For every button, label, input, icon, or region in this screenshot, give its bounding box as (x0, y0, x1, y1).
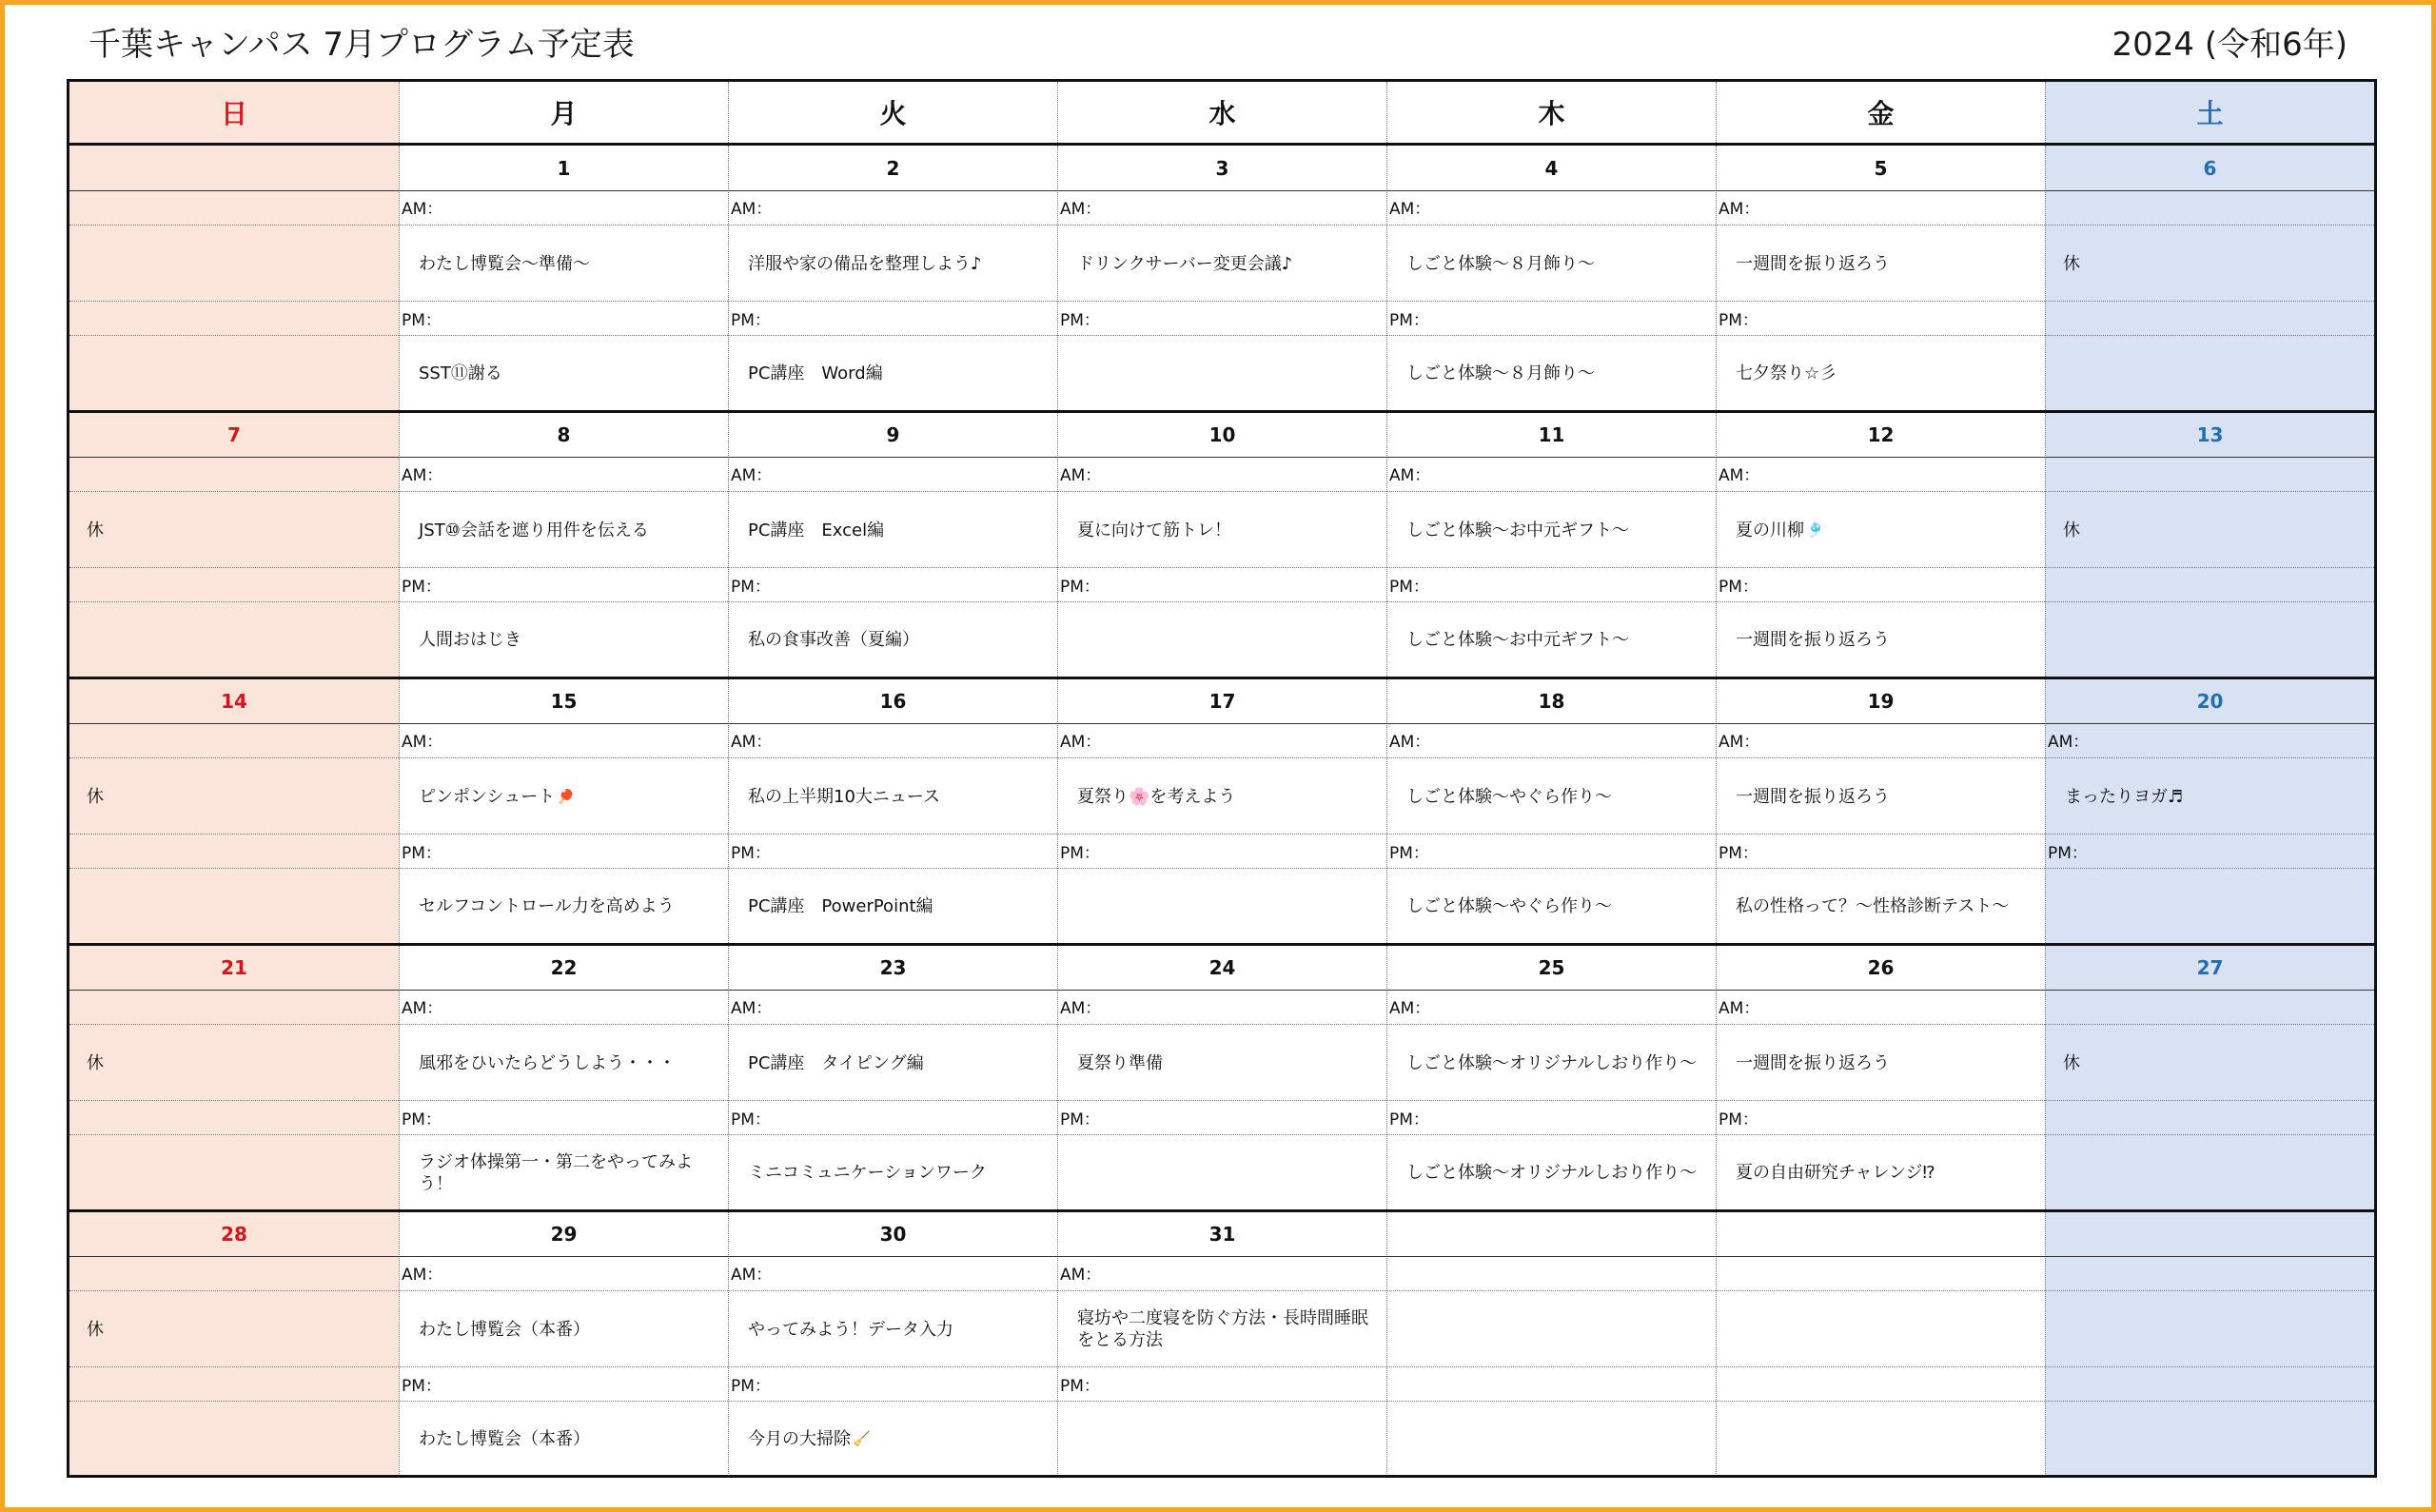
calendar-grid (67, 79, 2377, 1478)
date-row-divider (69, 990, 2374, 991)
day-cell[interactable] (399, 678, 728, 945)
pm-event[interactable] (1406, 337, 1710, 410)
ping-pong-icon: 🏓 (557, 787, 575, 805)
pm-event[interactable] (419, 1403, 722, 1476)
am-label: AM： (1719, 999, 1760, 1018)
am-event (1406, 1292, 1710, 1366)
rest-day-label[interactable] (87, 493, 393, 567)
am-event[interactable] (748, 226, 1051, 301)
date-number: 14 (221, 689, 247, 713)
pm-label: PM： (2048, 844, 2088, 863)
am-event-text: しごと体験～オリジナルしおり作り～ (1406, 1052, 1698, 1073)
pm-label: PM： (1060, 1377, 1100, 1396)
am-event-text: 私の上半期10大ニュース (748, 786, 941, 807)
am-event[interactable] (419, 226, 722, 301)
am-event[interactable] (419, 493, 722, 567)
am-event[interactable] (419, 759, 722, 834)
pm-event (88, 337, 393, 410)
am-label: AM： (1389, 200, 1431, 219)
date-number: 20 (2196, 689, 2224, 713)
weekday-label: 火 (879, 98, 907, 129)
date-number: 16 (879, 689, 907, 713)
am-event-text: PC講座 Excel編 (748, 520, 885, 540)
am-event-text: わたし博覧会～準備～ (419, 253, 590, 274)
pm-label: PM： (731, 1377, 771, 1396)
week-row (69, 1211, 2374, 1478)
am-event[interactable] (1077, 759, 1381, 834)
pm-event-text: セルフコントロール力を高めよう (419, 896, 675, 916)
day-cell[interactable] (1057, 945, 1386, 1211)
pm-event-text: しごと体験～やぐら作り～ (1406, 896, 1612, 916)
pm-event[interactable] (1736, 603, 2039, 677)
pm-event[interactable] (748, 870, 1051, 943)
am-event[interactable] (419, 1026, 722, 1100)
am-label: AM： (731, 999, 773, 1018)
pm-event[interactable] (419, 603, 722, 677)
day-cell[interactable] (399, 945, 728, 1211)
rest-day-label[interactable] (87, 759, 393, 834)
am-event-text: 夏に向けて筋トレ！ (1077, 520, 1231, 540)
day-cell[interactable] (69, 146, 399, 412)
pm-event (1077, 870, 1381, 943)
am-event-text: 休 (2063, 520, 2080, 540)
am-label-divider (69, 1290, 2374, 1291)
am-event-text: 夏祭り🌸を考えよう (1077, 786, 1236, 807)
am-event-text: 寝坊や二度寝を防ぐ方法・長時間睡眠をとる方法 (1077, 1308, 1368, 1350)
rest-day-label[interactable] (2063, 1026, 2368, 1100)
day-cell[interactable] (399, 412, 728, 678)
day-cell[interactable] (1386, 1211, 1716, 1478)
am-label: AM： (1719, 200, 1760, 219)
weekday-header-cell (2045, 82, 2374, 143)
pm-label: PM： (1719, 311, 1758, 330)
day-cell[interactable] (728, 678, 1057, 945)
am-event[interactable] (1077, 1026, 1381, 1100)
day-cell[interactable] (728, 1211, 1057, 1478)
date-number: 27 (2196, 955, 2224, 979)
pm-event (88, 603, 393, 677)
weekday-header-cell (728, 82, 1057, 143)
pm-event (88, 1403, 393, 1476)
wind-chime-icon: 🎐 (1806, 520, 1824, 539)
am-event[interactable] (1736, 226, 2039, 301)
am-label: AM： (731, 200, 773, 219)
pm-event (88, 1136, 393, 1209)
pm-event (2065, 1136, 2368, 1209)
pm-label: PM： (1389, 1110, 1429, 1129)
am-label: AM： (731, 466, 773, 485)
date-number (1387, 1211, 1716, 1256)
pm-event (1736, 1403, 2039, 1476)
day-cell[interactable] (1716, 1211, 2045, 1478)
weekday-header-cell (1057, 82, 1386, 143)
am-label: AM： (1389, 733, 1431, 752)
am-event[interactable] (1406, 1026, 1710, 1100)
am-event[interactable] (748, 1292, 1051, 1366)
am-label: AM： (1060, 733, 1102, 752)
pm-event-text: 人間おはじき (419, 630, 521, 650)
day-cell[interactable] (69, 412, 399, 678)
pm-event-text: しごと体験～お中元ギフト～ (1406, 630, 1629, 650)
am-label-divider (69, 757, 2374, 758)
day-cell[interactable] (399, 1211, 728, 1478)
pm-event[interactable] (419, 1136, 722, 1209)
date-number (2046, 1211, 2374, 1256)
am-label: AM： (402, 200, 443, 219)
am-event-text: 休 (2063, 1052, 2080, 1073)
weekday-label: 金 (1867, 98, 1895, 129)
day-cell[interactable] (2045, 1211, 2374, 1478)
date-number: 10 (1208, 422, 1236, 446)
am-label: AM： (402, 466, 443, 485)
am-label: AM： (1060, 1266, 1102, 1285)
weekday-header-cell (1716, 82, 2045, 143)
pm-label: PM： (1389, 844, 1429, 863)
broom-icon: 🧹 (853, 1430, 871, 1447)
pm-event-text: しごと体験～８月飾り～ (1406, 363, 1595, 383)
am-event-text: しごと体験～お中元ギフト～ (1406, 520, 1629, 540)
date-number: 22 (550, 955, 578, 979)
day-cell[interactable] (1386, 412, 1716, 678)
am-event-text: 洋服や家の備品を整理しよう♪ (748, 253, 982, 274)
pm-label-divider (69, 1134, 2374, 1135)
day-cell[interactable] (1057, 146, 1386, 412)
pm-event[interactable] (1406, 603, 1710, 677)
am-event (2065, 1292, 2368, 1366)
am-event-text: ピンポンシュート (419, 786, 556, 807)
year-label: 2024 (令和6年) (2112, 26, 2348, 64)
am-label: AM： (402, 733, 443, 752)
pm-event-text: 今月の大掃除 (748, 1429, 851, 1449)
pm-event-text: ラジオ体操第一・第二をやってみよう！ (419, 1151, 693, 1194)
am-event-text: 一週間を振り返ろう (1736, 1052, 1890, 1073)
day-cell[interactable] (2045, 412, 2374, 678)
date-number (1717, 1211, 2045, 1256)
date-number: 23 (879, 955, 907, 979)
am-event[interactable] (1736, 1026, 2039, 1100)
am-event[interactable] (1406, 226, 1710, 301)
date-number: 18 (1538, 689, 1565, 713)
am-label: AM： (731, 1266, 773, 1285)
am-event-text: まったりヨガ♬ (2065, 786, 2184, 807)
date-number: 21 (221, 955, 247, 979)
pm-event (1077, 1403, 1381, 1476)
pm-label: PM： (1060, 844, 1100, 863)
pm-event[interactable] (1406, 1136, 1710, 1209)
week-divider (69, 677, 2374, 679)
pm-event[interactable] (1406, 870, 1710, 943)
am-event-text: しごと体験～８月飾り～ (1406, 253, 1595, 274)
am-event[interactable] (1077, 1292, 1381, 1366)
pm-label: PM： (1719, 1110, 1758, 1129)
am-event[interactable] (748, 1026, 1051, 1100)
rest-day-label[interactable] (87, 1292, 393, 1366)
pm-event-text: SST⑪謝る (419, 363, 502, 383)
pm-event[interactable] (419, 870, 722, 943)
pm-event (1077, 337, 1381, 410)
pm-event[interactable] (748, 1136, 1051, 1209)
date-number: 30 (879, 1222, 907, 1246)
date-number (69, 146, 399, 190)
day-cell[interactable] (1716, 412, 2045, 678)
am-label: AM： (2048, 733, 2090, 752)
am-event[interactable] (1736, 759, 2039, 834)
date-row-divider (69, 457, 2374, 458)
pm-event (1077, 603, 1381, 677)
pm-event-text: PC講座 PowerPoint編 (748, 896, 933, 916)
pm-label: PM： (1060, 1110, 1100, 1129)
day-cell[interactable] (1057, 412, 1386, 678)
date-number: 12 (1867, 422, 1895, 446)
pm-event[interactable] (748, 603, 1051, 677)
weekday-label: 月 (550, 98, 578, 129)
pm-label: PM： (402, 1110, 442, 1129)
am-event-text: 休 (2063, 253, 2080, 274)
am-label: AM： (1060, 200, 1102, 219)
day-cell[interactable] (1716, 678, 2045, 945)
week-divider (69, 943, 2374, 946)
am-event (88, 226, 393, 301)
pm-label: PM： (402, 1377, 442, 1396)
am-event-text: 風邪をひいたらどうしよう・・・ (419, 1052, 676, 1073)
am-event[interactable] (1736, 493, 2039, 567)
date-number: 9 (886, 422, 900, 446)
am-event[interactable] (2065, 759, 2368, 834)
pm-event[interactable] (748, 337, 1051, 410)
date-number: 19 (1867, 689, 1895, 713)
weekday-header-cell (399, 82, 728, 143)
day-cell[interactable] (1716, 146, 2045, 412)
week-divider (69, 410, 2374, 413)
am-label: AM： (1389, 999, 1431, 1018)
pm-label: PM： (731, 311, 771, 330)
weekday-label: 土 (2196, 98, 2224, 129)
pm-event-text: 七夕祭り☆彡 (1736, 363, 1837, 383)
pm-label: PM： (1060, 578, 1100, 597)
am-event-text: わたし博覧会（本番） (419, 1319, 590, 1340)
am-event-text: 休 (87, 786, 104, 807)
weekday-header-row (69, 82, 2374, 143)
week-divider (69, 1209, 2374, 1212)
week-row (69, 412, 2374, 678)
day-cell[interactable] (69, 945, 399, 1211)
pm-event (1077, 1136, 1381, 1209)
am-label: AM： (1060, 999, 1102, 1018)
pm-label: PM： (402, 844, 442, 863)
day-cell[interactable] (1386, 678, 1716, 945)
day-cell[interactable] (2045, 945, 2374, 1211)
am-event-divider (69, 567, 2374, 568)
date-number: 3 (1215, 156, 1229, 180)
weekday-label: 水 (1208, 98, 1236, 129)
date-number: 13 (2196, 422, 2224, 446)
date-number: 31 (1208, 1222, 1236, 1246)
pm-label: PM： (731, 1110, 771, 1129)
am-event-text: 休 (87, 1319, 104, 1340)
pm-event[interactable] (748, 1403, 1051, 1476)
day-cell[interactable] (1716, 945, 2045, 1211)
am-event-text: 夏の川柳 (1736, 520, 1804, 540)
pm-event[interactable] (419, 337, 722, 410)
pm-event (2065, 870, 2368, 943)
pm-label: PM： (402, 311, 442, 330)
date-number: 11 (1538, 422, 1565, 446)
am-label: AM： (402, 999, 443, 1018)
date-number: 8 (557, 422, 571, 446)
am-event-divider (69, 1366, 2374, 1367)
date-number: 6 (2203, 156, 2217, 180)
weekday-label: 日 (220, 98, 247, 129)
pm-label: PM： (1389, 578, 1429, 597)
am-event-text: 休 (87, 1052, 104, 1073)
pm-event-text: PC講座 Word編 (748, 363, 883, 383)
am-event[interactable] (1077, 226, 1381, 301)
day-cell[interactable] (728, 945, 1057, 1211)
pm-event-text: 一週間を振り返ろう (1736, 630, 1890, 650)
am-label: AM： (1719, 466, 1760, 485)
day-cell[interactable] (69, 678, 399, 945)
weekday-label: 木 (1538, 98, 1565, 129)
pm-event (2065, 1403, 2368, 1476)
am-label-divider (69, 1024, 2374, 1025)
date-row-divider (69, 723, 2374, 724)
pm-event-text: ミニコミュニケーションワーク (748, 1163, 987, 1183)
am-event-text: 休 (87, 520, 104, 540)
am-event-text: PC講座 タイピング編 (748, 1052, 924, 1073)
am-event[interactable] (1077, 493, 1381, 567)
date-number: 25 (1538, 955, 1565, 979)
pm-event-text: しごと体験～オリジナルしおり作り～ (1406, 1163, 1698, 1183)
day-cell[interactable] (728, 412, 1057, 678)
am-label-divider (69, 225, 2374, 226)
rest-day-label[interactable] (87, 1026, 393, 1100)
am-label: AM： (1719, 733, 1760, 752)
day-cell[interactable] (1057, 1211, 1386, 1478)
date-number: 7 (227, 422, 241, 446)
day-cell[interactable] (1386, 945, 1716, 1211)
am-event-text: 一週間を振り返ろう (1736, 253, 1890, 274)
am-label: AM： (402, 1266, 443, 1285)
week-row (69, 678, 2374, 945)
am-event (1736, 1292, 2039, 1366)
day-cell[interactable] (728, 146, 1057, 412)
day-cell[interactable] (399, 146, 728, 412)
am-event-text: 夏祭り準備 (1077, 1052, 1163, 1073)
day-cell[interactable] (2045, 678, 2374, 945)
date-number: 29 (550, 1222, 578, 1246)
date-row-divider (69, 1256, 2374, 1257)
am-event[interactable] (748, 493, 1051, 567)
pm-label: PM： (1389, 311, 1429, 330)
date-number: 26 (1867, 955, 1895, 979)
pm-label-divider (69, 601, 2374, 602)
date-number: 2 (886, 156, 900, 180)
am-event-text: やってみよう！データ入力 (748, 1319, 953, 1340)
date-number: 1 (557, 156, 571, 180)
page-title: 千葉キャンパス 7月プログラム予定表 (88, 26, 635, 64)
day-cell[interactable] (1386, 146, 1716, 412)
week-row (69, 146, 2374, 412)
pm-label: PM： (731, 578, 771, 597)
date-number: 4 (1544, 156, 1559, 180)
am-event[interactable] (419, 1292, 722, 1366)
date-number: 17 (1208, 689, 1236, 713)
pm-event (2065, 603, 2368, 677)
week-row (69, 945, 2374, 1211)
am-event[interactable] (1406, 493, 1710, 567)
pm-event (1406, 1403, 1710, 1476)
date-number: 5 (1874, 156, 1888, 180)
am-event-divider (69, 1100, 2374, 1101)
pm-event-text: わたし博覧会（本番） (419, 1429, 590, 1449)
pm-event (88, 870, 393, 943)
pm-event-text: 夏の自由研究チャレンジ⁉ (1736, 1163, 1935, 1183)
rest-day-label[interactable] (2063, 226, 2368, 301)
date-number: 28 (221, 1222, 247, 1246)
pm-label-divider (69, 335, 2374, 336)
pm-label: PM： (1060, 311, 1100, 330)
date-number: 24 (1208, 955, 1236, 979)
am-label: AM： (731, 733, 773, 752)
pm-event[interactable] (1736, 337, 2039, 410)
rest-day-label[interactable] (2063, 493, 2368, 567)
day-cell[interactable] (1057, 678, 1386, 945)
am-event-text: ドリンクサーバー変更会議♪ (1077, 253, 1293, 274)
pm-label: PM： (402, 578, 442, 597)
am-event[interactable] (748, 759, 1051, 834)
pm-label-divider (69, 1401, 2374, 1402)
pm-event[interactable] (1736, 870, 2039, 943)
pm-event-text: 私の性格って？～性格診断テスト～ (1736, 896, 2010, 916)
am-label: AM： (1389, 466, 1431, 485)
date-number: 15 (550, 689, 578, 713)
weekday-header-cell (69, 82, 399, 143)
am-event[interactable] (1406, 759, 1710, 834)
am-label: AM： (1060, 466, 1102, 485)
day-cell[interactable] (69, 1211, 399, 1478)
weekday-header-cell (1386, 82, 1716, 143)
am-event-text: 一週間を振り返ろう (1736, 786, 1890, 807)
pm-event-text: 私の食事改善（夏編） (748, 630, 919, 650)
pm-event[interactable] (1736, 1136, 2039, 1209)
am-event-divider (69, 301, 2374, 302)
am-event-text: しごと体験～やぐら作り～ (1406, 786, 1612, 807)
am-event-divider (69, 834, 2374, 835)
am-label-divider (69, 491, 2374, 492)
date-row-divider (69, 190, 2374, 191)
pm-label-divider (69, 868, 2374, 869)
pm-event (2065, 337, 2368, 410)
pm-label: PM： (1719, 578, 1758, 597)
pm-label: PM： (1719, 844, 1758, 863)
day-cell[interactable] (2045, 146, 2374, 412)
am-event-text: JST⑩会話を遮り用件を伝える (419, 520, 649, 540)
pm-label: PM： (731, 844, 771, 863)
